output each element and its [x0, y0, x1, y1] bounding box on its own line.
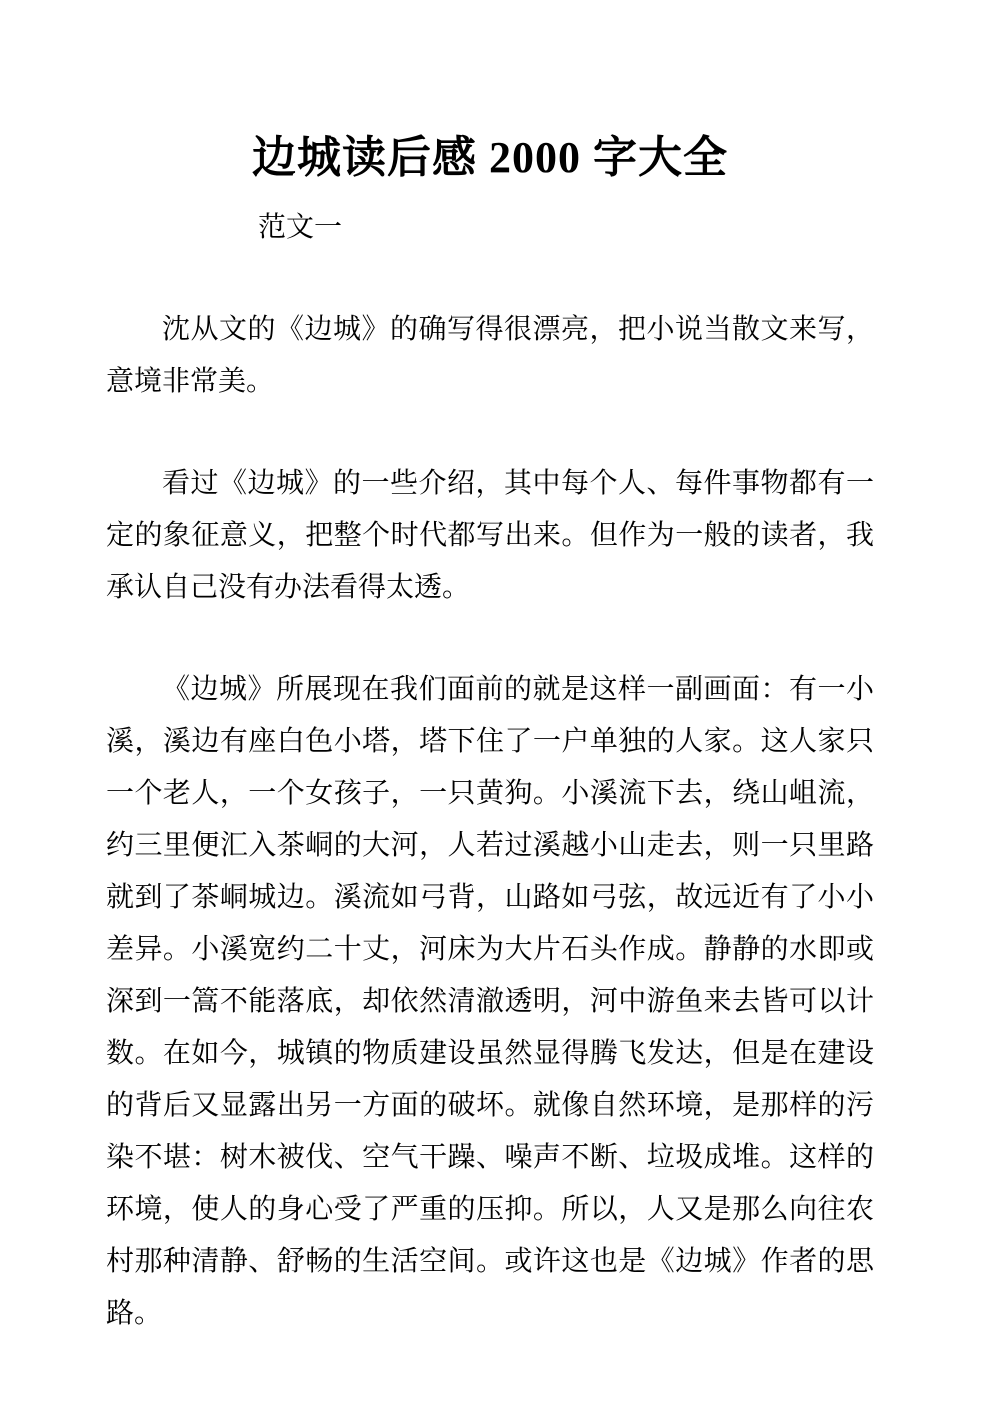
page-title: 边城读后感 2000 字大全: [252, 133, 728, 182]
paragraph-3: 《边城》所展现在我们面前的就是这样一副画面：有一小溪，溪边有座白色小塔，塔下住了一户单独的人家。这人家只一个老人，一个女孩子，一只黄狗。小溪流下去，绕山岨流，约三里便汇入茶峒的大河，人若过溪越小山走去，则一只里路就到了茶峒城边。溪流如弓背，山路如弓弦，故远近有了小小差异。小溪宽约二十丈，河床为大片石头作成。静静的水即或深到一篙不能落底，却依然清澈透明，河中游鱼来去皆可以计数。在如今，城镇的物质建设虽然显得腾飞发达，但是在建设的背后又显露出另一方面的破坏。就像自然环境，是那样的污染不堪：树木被伐、空气干躁、噪声不断、垃圾成堆。这样的环境，使人的身心受了严重的压抑。所以，人又是那么向往农村那种清静、舒畅的生活空间。或许这也是《边城》作者的思路。: [106, 674, 874, 1329]
paragraph-1: 沈从文的《边城》的确写得很漂亮，把小说当散文来写，意境非常美。: [106, 314, 874, 397]
paragraph-2: 看过《边城》的一些介绍，其中每个人、每件事物都有一定的象征意义，把整个时代都写出来。但作为一般的读者，我承认自己没有办法看得太透。: [106, 468, 874, 603]
essay-sample-label: 范文一: [258, 212, 343, 243]
